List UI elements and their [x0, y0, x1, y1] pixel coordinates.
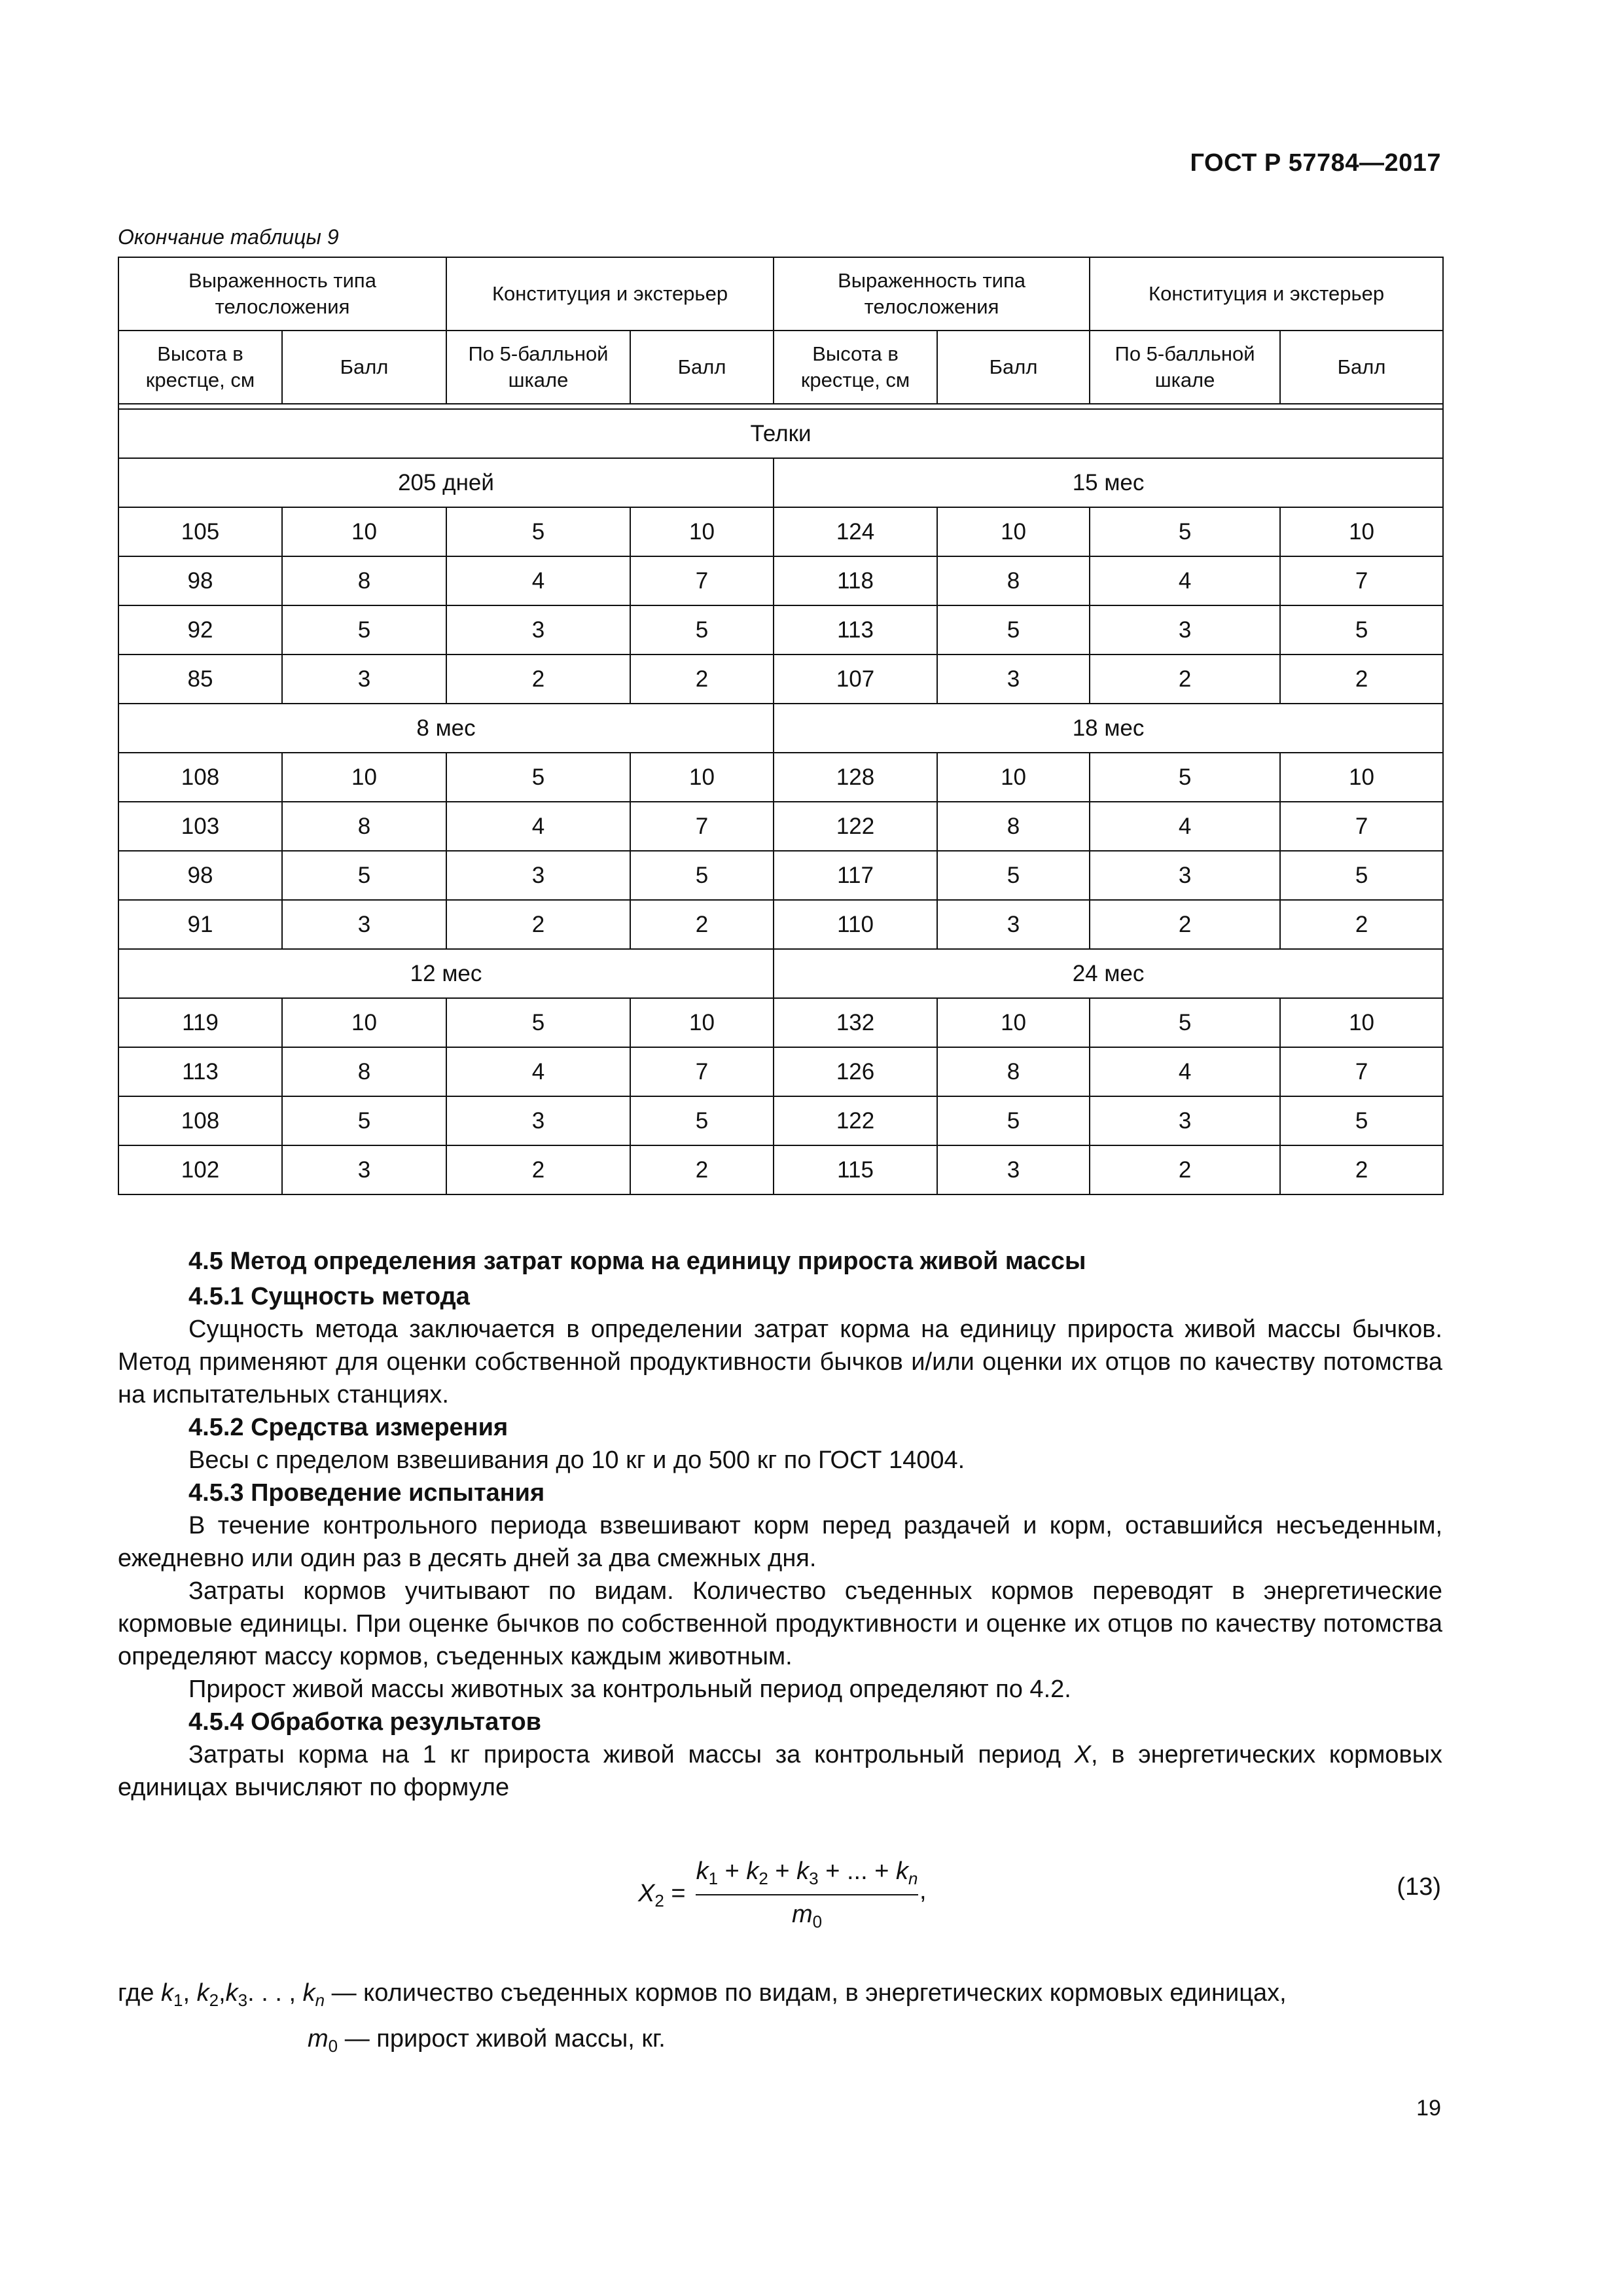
table-cell: 2 — [446, 655, 630, 704]
group-header: Конституция и экстерьер — [446, 257, 774, 331]
table-row — [118, 753, 1443, 802]
table-cell: 3 — [446, 605, 630, 655]
column-header: Высота в крестце, см — [118, 331, 282, 404]
document-header: ГОСТ Р 57784—2017 — [1190, 149, 1441, 177]
paragraph: Затраты кормов учитывают по видам. Количество съеденных кормов переводят в энергетические кормовые единицы. При оценке бычков по собственной продуктивности и оценке их отцов по качеству потомства определяют массу кормов, съеденных каждым животным. — [118, 1577, 1442, 1670]
table-cell: 5 — [1090, 998, 1280, 1047]
table-cell: 2 — [630, 655, 774, 704]
table-cell: 10 — [630, 753, 774, 802]
table-cell: 7 — [1280, 1047, 1443, 1096]
table-cell: 5 — [1280, 1096, 1443, 1145]
column-header: Балл — [630, 331, 774, 404]
table-cell: 91 — [118, 900, 282, 949]
table-cell: 5 — [282, 605, 446, 655]
period-label-right: 15 мес — [774, 458, 1443, 507]
table-cell: 117 — [774, 851, 937, 900]
table-cell: 3 — [446, 1096, 630, 1145]
table-cell: 5 — [1280, 605, 1443, 655]
scores-table — [118, 257, 1442, 1195]
table-cell: 3 — [937, 900, 1090, 949]
period-row — [118, 458, 1443, 507]
table-cell: 5 — [937, 605, 1090, 655]
table-cell: 10 — [1280, 998, 1443, 1047]
table-cell: 2 — [446, 900, 630, 949]
table-cell: 5 — [282, 1096, 446, 1145]
table-cell: 2 — [1280, 900, 1443, 949]
table-cell: 10 — [282, 998, 446, 1047]
subsection-heading: 4.5.3 Проведение испытания — [188, 1479, 545, 1507]
table-cell: 10 — [630, 507, 774, 556]
table-cell: 3 — [1090, 851, 1280, 900]
table-cell: 5 — [446, 507, 630, 556]
period-label-right: 24 мес — [774, 949, 1443, 998]
table-cell: 10 — [1280, 753, 1443, 802]
table-cell: 113 — [774, 605, 937, 655]
table-cell: 7 — [630, 802, 774, 851]
table-cell: 10 — [937, 507, 1090, 556]
table-cell: 2 — [1090, 1145, 1280, 1194]
table-cell: 5 — [630, 851, 774, 900]
table-cell: 118 — [774, 556, 937, 605]
table-cell: 103 — [118, 802, 282, 851]
table-cell: 5 — [1090, 507, 1280, 556]
table-cell: 10 — [282, 753, 446, 802]
paragraph: Сущность метода заключается в определении затрат корма на единицу прироста живой массы бычков. Метод применяют для оценки собственной продуктивности бычков и/или оценки их отцов по качеству потомства на испытательных станциях. — [118, 1316, 1442, 1408]
table-row — [118, 1047, 1443, 1096]
table-cell: 10 — [630, 998, 774, 1047]
table-cell: 102 — [118, 1145, 282, 1194]
paragraph: Весы с пределом взвешивания до 10 кг и до 500 кг по ГОСТ 14004. — [188, 1446, 965, 1474]
group-header: Выраженность типа телосложения — [118, 257, 446, 331]
table-cell: 4 — [446, 556, 630, 605]
table-cell: 108 — [118, 1096, 282, 1145]
table-cell: 122 — [774, 802, 937, 851]
period-label-left: 205 дней — [118, 458, 774, 507]
table-cell: 5 — [630, 605, 774, 655]
table-cell: 3 — [446, 851, 630, 900]
table-cell: 2 — [1280, 1145, 1443, 1194]
table-cell: 4 — [1090, 556, 1280, 605]
table-cell: 3 — [282, 655, 446, 704]
table-cell: 7 — [1280, 556, 1443, 605]
formula-lhs: $X_2$ = — [638, 1880, 686, 1910]
column-header: Балл — [1280, 331, 1443, 404]
table-row — [118, 900, 1443, 949]
paragraph: Прирост живой массы животных за контрольный период определяют по 4.2. — [188, 1676, 1071, 1703]
table-cell: 107 — [774, 655, 937, 704]
table-row — [118, 851, 1443, 900]
period-row — [118, 949, 1443, 998]
table-cell: 132 — [774, 998, 937, 1047]
table-cell: 8 — [937, 802, 1090, 851]
fraction-bar — [696, 1894, 918, 1895]
table-cell: 2 — [630, 900, 774, 949]
table-cell: 110 — [774, 900, 937, 949]
table-cell: 98 — [118, 556, 282, 605]
table-caption: Окончание таблицы 9 — [118, 225, 339, 249]
table-cell: 5 — [446, 753, 630, 802]
table-row — [118, 507, 1443, 556]
table-cell: 3 — [282, 900, 446, 949]
table-cell: 105 — [118, 507, 282, 556]
table-cell: 10 — [937, 753, 1090, 802]
table-cell: 3 — [282, 1145, 446, 1194]
subsection-heading: 4.5.2 Средства измерения — [188, 1414, 508, 1441]
table-cell: 5 — [630, 1096, 774, 1145]
table-cell: 92 — [118, 605, 282, 655]
table-cell: 124 — [774, 507, 937, 556]
page-number: 19 — [1416, 2096, 1441, 2121]
table-cell: 5 — [1090, 753, 1280, 802]
column-header: Балл — [937, 331, 1090, 404]
table-row — [118, 655, 1443, 704]
table-cell: 4 — [446, 802, 630, 851]
table-cell: 10 — [937, 998, 1090, 1047]
table-cell: 119 — [118, 998, 282, 1047]
table-cell: 8 — [937, 556, 1090, 605]
table-cell: 5 — [1280, 851, 1443, 900]
table-cell: 126 — [774, 1047, 937, 1096]
table-cell: 8 — [282, 802, 446, 851]
period-row — [118, 704, 1443, 753]
period-label-left: 8 мес — [118, 704, 774, 753]
table-cell: 2 — [1090, 655, 1280, 704]
table-cell: 3 — [1090, 605, 1280, 655]
table-cell: 5 — [937, 851, 1090, 900]
table-cell: 2 — [1280, 655, 1443, 704]
table-cell: 108 — [118, 753, 282, 802]
section-body — [118, 1280, 1442, 1804]
formula-legend — [118, 1970, 1442, 2062]
table-cell: 2 — [1090, 900, 1280, 949]
table-cell: 3 — [1090, 1096, 1280, 1145]
paragraph: В течение контрольного периода взвешивают корм перед раздачей и корм, оставшийся несъеденным, ежедневно или один раз в десять дней за два смежных дня. — [118, 1512, 1442, 1572]
table-cell: 4 — [1090, 802, 1280, 851]
legend-line-k: где $k_1$, $k_2,k_3$. . . , $k_n$ — количество съеденных кормов по видам, в энергетических кормовых единицах, — [118, 1979, 1287, 2010]
legend-line-m: $m_0$ — прирост живой массы, кг. — [308, 2025, 666, 2056]
table-cell: 10 — [1280, 507, 1443, 556]
period-label-right: 18 мес — [774, 704, 1443, 753]
table-cell: 7 — [630, 1047, 774, 1096]
table-cell: 8 — [282, 1047, 446, 1096]
table-cell: 5 — [937, 1096, 1090, 1145]
table-cell: 7 — [1280, 802, 1443, 851]
table-row — [118, 605, 1443, 655]
column-header: По 5-балльной шкале — [1090, 331, 1280, 404]
table-cell: 7 — [630, 556, 774, 605]
formula-intro-paragraph: Затраты корма на 1 кг прироста живой массы за контрольный период X, в энергетических кормовых единицах вычисляют по формуле — [118, 1741, 1443, 1801]
table-row — [118, 1145, 1443, 1194]
table-cell: 10 — [282, 507, 446, 556]
group-header: Конституция и экстерьер — [1090, 257, 1443, 331]
table-cell: 115 — [774, 1145, 937, 1194]
table-cell: 8 — [937, 1047, 1090, 1096]
table-cell: 4 — [446, 1047, 630, 1096]
column-header: По 5-балльной шкале — [446, 331, 630, 404]
table-cell: 113 — [118, 1047, 282, 1096]
group-header: Выраженность типа телосложения — [774, 257, 1090, 331]
table-cell: 122 — [774, 1096, 937, 1145]
column-header: Балл — [282, 331, 446, 404]
table-cell: 2 — [446, 1145, 630, 1194]
period-label-left: 12 мес — [118, 949, 774, 998]
formula-denominator: $m_0$ — [791, 1901, 823, 1931]
table-cell: 8 — [282, 556, 446, 605]
table-cell: 2 — [630, 1145, 774, 1194]
table-cell: 5 — [446, 998, 630, 1047]
table-cell: 5 — [282, 851, 446, 900]
table-cell: 4 — [1090, 1047, 1280, 1096]
column-header: Высота в крестце, см — [774, 331, 937, 404]
formula-numerator: $k_1 + k_2 + k_3$ + ... + $k_n$ — [696, 1857, 918, 1888]
table-cell: 128 — [774, 753, 937, 802]
equation-number: (13) — [1397, 1873, 1441, 1901]
table-row — [118, 1096, 1443, 1145]
subsection-heading: 4.5.4 Обработка результатов — [188, 1708, 542, 1736]
table-row — [118, 556, 1443, 605]
table-row — [118, 802, 1443, 851]
table-cell: 98 — [118, 851, 282, 900]
table-cell: 3 — [937, 655, 1090, 704]
section-row-label: Телки — [118, 409, 1443, 458]
table-cell: 3 — [937, 1145, 1090, 1194]
subsection-heading: 4.5.1 Сущность метода — [188, 1283, 470, 1310]
table-row — [118, 998, 1443, 1047]
table-cell: 85 — [118, 655, 282, 704]
section-title: 4.5 Метод определения затрат корма на единицу прироста живой массы — [188, 1247, 1086, 1275]
